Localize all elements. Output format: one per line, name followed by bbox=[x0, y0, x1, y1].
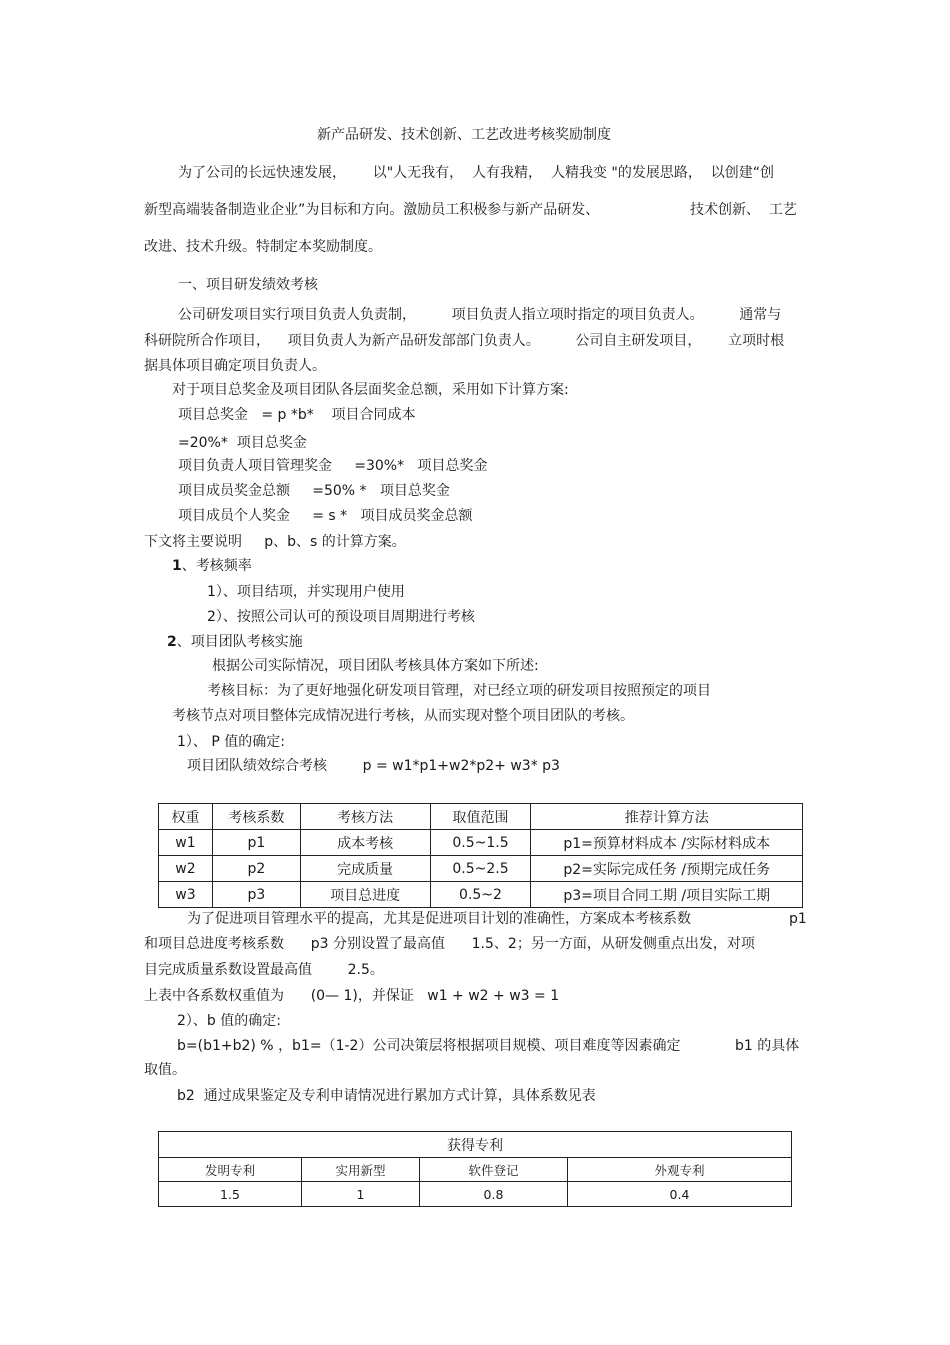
patent-table bbox=[158, 1131, 792, 1207]
cell-weight: w1 bbox=[159, 830, 213, 856]
formula-20pct: =20%* 项目总奖金 bbox=[178, 435, 307, 451]
table-row bbox=[159, 830, 803, 856]
table-row bbox=[159, 882, 803, 908]
weight-table-header bbox=[159, 804, 803, 830]
cell-formula: p2=实际完成任务 /预期完成任务 bbox=[531, 856, 803, 882]
intro-line-2b: 技术创新、 工艺 bbox=[690, 202, 797, 218]
cell-coefficient: p1 bbox=[212, 830, 300, 856]
patent-table-header bbox=[159, 1158, 792, 1182]
cell-formula: p1=预算材料成本 /实际材料成本 bbox=[531, 830, 803, 856]
subsection-1-heading bbox=[172, 557, 252, 575]
after-table-line-1b: p1 bbox=[789, 911, 807, 927]
p-value-formula: 项目团队绩效综合考核 p = w1*p1+w2*p2+ w3* p3 bbox=[187, 758, 560, 774]
header-formula: 推荐计算方法 bbox=[531, 804, 803, 830]
table-row bbox=[159, 856, 803, 882]
subsection-2-label: 、项目团队考核实施 bbox=[176, 634, 303, 650]
patent-table-title: 获得专利 bbox=[159, 1132, 792, 1158]
after-table-line-3: 目完成质量系数设置最高值 2.5。 bbox=[144, 962, 384, 978]
header-design-patent: 外观专利 bbox=[568, 1158, 792, 1182]
section-1-heading: 一、项目研发绩效考核 bbox=[178, 277, 318, 293]
section-1-para-line-4: 对于项目总奖金及项目团队各层面奖金总额，采用如下计算方案: bbox=[172, 382, 569, 398]
section-1-para-line-2: 科研院所合作项目， 项目负责人为新产品研发部部门负责人。 公司自主研发项目， 立项时根 bbox=[144, 333, 785, 349]
after-table-line-1a: 为了促进项目管理水平的提高，尤其是促进项目计划的准确性，方案成本考核系数 bbox=[187, 911, 691, 927]
formula-member-personal: 项目成员个人奖金 = s * 项目成员奖金总额 bbox=[178, 508, 473, 524]
b-value-formula-c: 取值。 bbox=[144, 1062, 186, 1078]
header-coefficient: 考核系数 bbox=[212, 804, 300, 830]
p-value-heading: 1）、 P 值的确定: bbox=[177, 734, 285, 750]
header-software-registration: 软件登记 bbox=[420, 1158, 568, 1182]
b-value-formula-b: b1 的具体 bbox=[735, 1038, 800, 1054]
subsection-2-line-2: 考核目标：为了更好地强化研发项目管理，对已经立项的研发项目按照预定的项目 bbox=[207, 683, 711, 699]
b2-description: b2 通过成果鉴定及专利申请情况进行累加方式计算，具体系数见表 bbox=[177, 1088, 596, 1104]
subsection-2-heading bbox=[167, 633, 303, 651]
header-weight: 权重 bbox=[159, 804, 213, 830]
header-method: 考核方法 bbox=[300, 804, 430, 830]
section-1-para-line-1: 公司研发项目实行项目负责人负责制， 项目负责人指立项时指定的项目负责人。 通常与 bbox=[178, 307, 782, 323]
cell-weight: w3 bbox=[159, 882, 213, 908]
subsection-2-line-1: 根据公司实际情况，项目团队考核具体方案如下所述: bbox=[212, 658, 539, 674]
b-value-heading: 2）、b 值的确定: bbox=[177, 1013, 281, 1029]
intro-line-3: 改进、技术升级。特制定本奖励制度。 bbox=[144, 239, 382, 255]
cell-range: 0.5~2 bbox=[430, 882, 531, 908]
weight-constraint: 上表中各系数权重值为 (0— 1)，并保证 w1 + w2 + w3 = 1 bbox=[144, 988, 560, 1004]
formula-member-total: 项目成员奖金总额 =50% * 项目总奖金 bbox=[178, 483, 450, 499]
weight-table bbox=[158, 803, 803, 908]
cell-weight: w2 bbox=[159, 856, 213, 882]
header-range: 取值范围 bbox=[430, 804, 531, 830]
cell-formula: p3=项目合同工期 /项目实际工期 bbox=[531, 882, 803, 908]
cell-method: 完成质量 bbox=[300, 856, 430, 882]
subsection-2-line-3: 考核节点对项目整体完成情况进行考核，从而实现对整个项目团队的考核。 bbox=[172, 708, 634, 724]
cell-design-patent: 0.4 bbox=[568, 1182, 792, 1207]
b-value-formula-a: b=(b1+b2) % ，b1=（1-2）公司决策层将根据项目规模、项目难度等因素确定 bbox=[177, 1038, 681, 1054]
section-1-para-line-3: 据具体项目确定项目负责人。 bbox=[144, 358, 326, 374]
table-row bbox=[159, 1182, 792, 1207]
cell-method: 项目总进度 bbox=[300, 882, 430, 908]
cell-utility-model: 1 bbox=[302, 1182, 420, 1207]
intro-line-1: 为了公司的长远快速发展， 以"人无我有， 人有我精， 人精我变 "的发展思路， 以创建“创 bbox=[178, 165, 774, 181]
cell-software-registration: 0.8 bbox=[420, 1182, 568, 1207]
subsection-1-item-2: 2）、按照公司认可的预设项目周期进行考核 bbox=[207, 609, 475, 625]
formula-note: 下文将主要说明 p、b、s 的计算方案。 bbox=[144, 534, 406, 550]
cell-coefficient: p2 bbox=[212, 856, 300, 882]
doc-title: 新产品研发、技术创新、工艺改进考核奖励制度 bbox=[317, 127, 611, 143]
cell-range: 0.5~2.5 bbox=[430, 856, 531, 882]
after-table-line-2: 和项目总进度考核系数 p3 分别设置了最高值 1.5、2；另一方面，从研发侧重点出发，对项 bbox=[144, 936, 755, 952]
subsection-2-number: 2 bbox=[167, 634, 177, 650]
header-invention-patent: 发明专利 bbox=[159, 1158, 302, 1182]
subsection-1-item-1: 1）、项目结项，并实现用户使用 bbox=[207, 584, 405, 600]
formula-leader-bonus: 项目负责人项目管理奖金 =30%* 项目总奖金 bbox=[178, 458, 488, 474]
header-utility-model: 实用新型 bbox=[302, 1158, 420, 1182]
cell-range: 0.5~1.5 bbox=[430, 830, 531, 856]
subsection-1-number: 1 bbox=[172, 558, 182, 574]
formula-total-bonus: 项目总奖金 = p *b* 项目合同成本 bbox=[178, 407, 416, 423]
cell-invention-patent: 1.5 bbox=[159, 1182, 302, 1207]
cell-coefficient: p3 bbox=[212, 882, 300, 908]
intro-line-2a: 新型高端装备制造业企业”为目标和方向。激励员工积极参与新产品研发、 bbox=[144, 202, 600, 218]
patent-table-title-row bbox=[159, 1132, 792, 1158]
cell-method: 成本考核 bbox=[300, 830, 430, 856]
subsection-1-label: 、考核频率 bbox=[181, 558, 252, 574]
